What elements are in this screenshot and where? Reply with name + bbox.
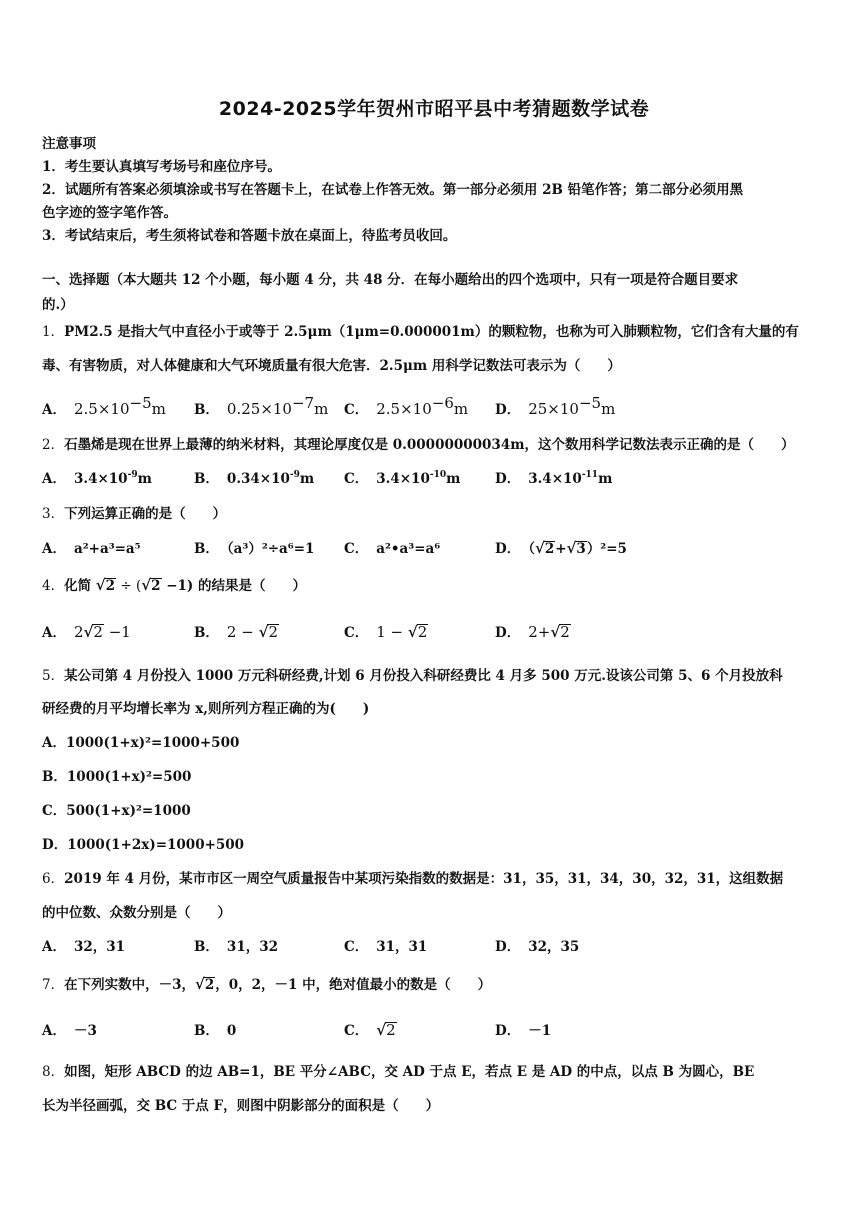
page-title: 2024-2025学年贺州市昭平县中考猜题数学试卷 [218,98,650,120]
q7-text: 7．在下列实数中，－3，√2，0，2，－1 中，绝对值最小的数是（ ） [42,975,492,993]
q4-option-d[interactable]: D． 2+√2 [495,623,570,641]
q1-options [42,394,828,416]
q1-option-b[interactable]: B． $0.25\times 10^{-7}m$ [194,394,329,418]
q4-option-b[interactable]: B． 2 − √2 [194,623,278,641]
q5-option-c[interactable]: C．500(1+x)²=1000 [42,803,191,819]
q2-options [42,467,828,489]
sqrt-icon: √ [376,1021,387,1039]
q5-text-line1: 5．某公司第 4 月份投入 1000 万元科研经费,计划 6 月份投入科研经费比 4 月多 500 万元.设该公司第 5、6 个月投放科 [42,668,783,684]
q5-option-b[interactable]: B．1000(1+x)²=500 [42,769,192,785]
sqrt-icon: √ [566,539,577,557]
q5-number: 5． [42,668,65,684]
q2-text: 2．石墨烯是现在世界上最薄的纳米材料，其理论厚度仅是 0.00000000034m，这个数用科学记数法表示正确的是（ ） [42,437,795,453]
notice-item-1: 1．考生要认真填写考场号和座位序号。 [42,159,281,175]
sqrt-icon: √ [550,623,561,641]
q3-text: 3．下列运算正确的是（ ） [42,506,227,522]
q4-number: 4． [42,578,65,594]
section-heading-line2: 的.） [42,297,74,313]
q5-option-a[interactable]: A．1000(1+x)²=1000+500 [42,735,240,751]
q4-text: 4．化简 √2 ÷ (√2 −1) 的结果是（ ） [42,576,306,594]
q4-options [42,621,828,643]
q1-option-d[interactable]: D． $25\times 10^{-5}m$ [495,394,616,418]
sqrt-icon: √ [534,539,545,557]
notice-item-2: 2．试题所有答案必须填涂或书写在答题卡上，在试卷上作答无效。第一部分必须用 2B 铅笔作答；第二部分必须用黑 [42,182,744,198]
sqrt-icon: √ [195,975,205,993]
q4-option-c[interactable]: C． 1 − √2 [344,623,428,641]
q1-text-line2: 毒、有害物质，对人体健康和大气环境质量有很大危害．2.5μm 用科学记数法可表示为（ ） [42,358,621,374]
q6-option-c[interactable]: C． 31，31 [344,939,428,955]
q3-option-b[interactable]: B． （a³）²÷a⁶=1 [194,541,315,557]
q3-option-d[interactable]: D． （√2+√3）²=5 [495,539,627,557]
q3-option-c[interactable]: C． a²•a³=a⁶ [344,541,441,557]
section-heading-line1: 一、选择题（本大题共 12 个小题，每小题 4 分，共 48 分．在每小题给出的四个选项中，只有一项是符合题目要求 [42,272,739,288]
q6-option-b[interactable]: B． 31，32 [194,939,278,955]
q6-option-d[interactable]: D． 32，35 [495,939,580,955]
q7-option-d[interactable]: D． －1 [495,1023,552,1039]
q6-options [42,935,828,957]
q3-option-a[interactable]: A． a²+a³=a⁵ [42,541,141,557]
q1-line1: PM2.5 是指大气中直径小于或等于 2.5μm（1μm=0.000001m）的颗粒物，也称为可入肺颗粒物，它们含有大量的有 [64,324,799,340]
q8-number: 8． [42,1064,65,1080]
q8-text-line1: 8．如图，矩形 ABCD 的边 AB=1，BE 平分∠ABC，交 AD 于点 E，若点 E 是 AD 的中点，以点 B 为圆心，BE [42,1064,755,1080]
sqrt-icon: √ [83,623,94,641]
q7-option-a[interactable]: A． －3 [42,1023,97,1039]
q1-option-a[interactable]: A． $2.5\times 10^{-5}m$ [42,394,166,418]
q5-text-line2: 研经费的月平均增长率为 x,则所列方程正确的为( ) [42,701,370,717]
q1-option-c[interactable]: C． $2.5\times 10^{-6}m$ [344,394,469,418]
q7-option-c[interactable]: C． √2 [344,1021,396,1039]
q3-options [42,537,828,559]
q6-number: 6． [42,871,65,887]
sqrt-icon: √ [258,623,269,641]
q2-option-b[interactable]: B． $0.34\times 10^{-9}m$ [194,470,315,487]
notice-item-2-cont: 色字迹的签字笔作答。 [42,205,177,221]
q2-option-d[interactable]: D． $3.4\times 10^{-11}m$ [495,470,613,487]
q2-option-a[interactable]: A． $3.4\times 10^{-9}m$ [42,470,152,487]
sqrt-icon: √ [141,576,152,594]
notice-item-3: 3．考试结束后，考生须将试卷和答题卡放在桌面上，待监考员收回。 [42,228,457,244]
notice-heading: 注意事项 [42,136,96,152]
q6-text-line2: 的中位数、众数分别是（ ） [42,905,231,921]
q1-number: 1． [42,324,65,340]
q4-option-a[interactable]: A． 2√2 −1 [42,623,131,641]
q2-option-c[interactable]: C． $3.4\times 10^{-10}m$ [344,470,461,487]
q7-option-b[interactable]: B． 0 [194,1023,237,1039]
sqrt-icon: √ [407,623,418,641]
q7-options [42,1019,828,1041]
q5-option-d[interactable]: D．1000(1+2x)=1000+500 [42,837,245,853]
sqrt-icon: √ [95,576,106,594]
q7-number: 7． [42,977,65,993]
q3-number: 3． [42,506,65,522]
q2-number: 2． [42,437,65,453]
q6-text-line1: 6．2019 年 4 月份，某市市区一周空气质量报告中某项污染指数的数据是：31，35，31，34，30，32，31，这组数据 [42,871,784,887]
q6-option-a[interactable]: A． 32，31 [42,939,126,955]
q1-text-line1 [42,320,799,340]
q8-text-line2: 长为半径画弧，交 BC 于点 F，则图中阴影部分的面积是（ ） [42,1098,440,1114]
